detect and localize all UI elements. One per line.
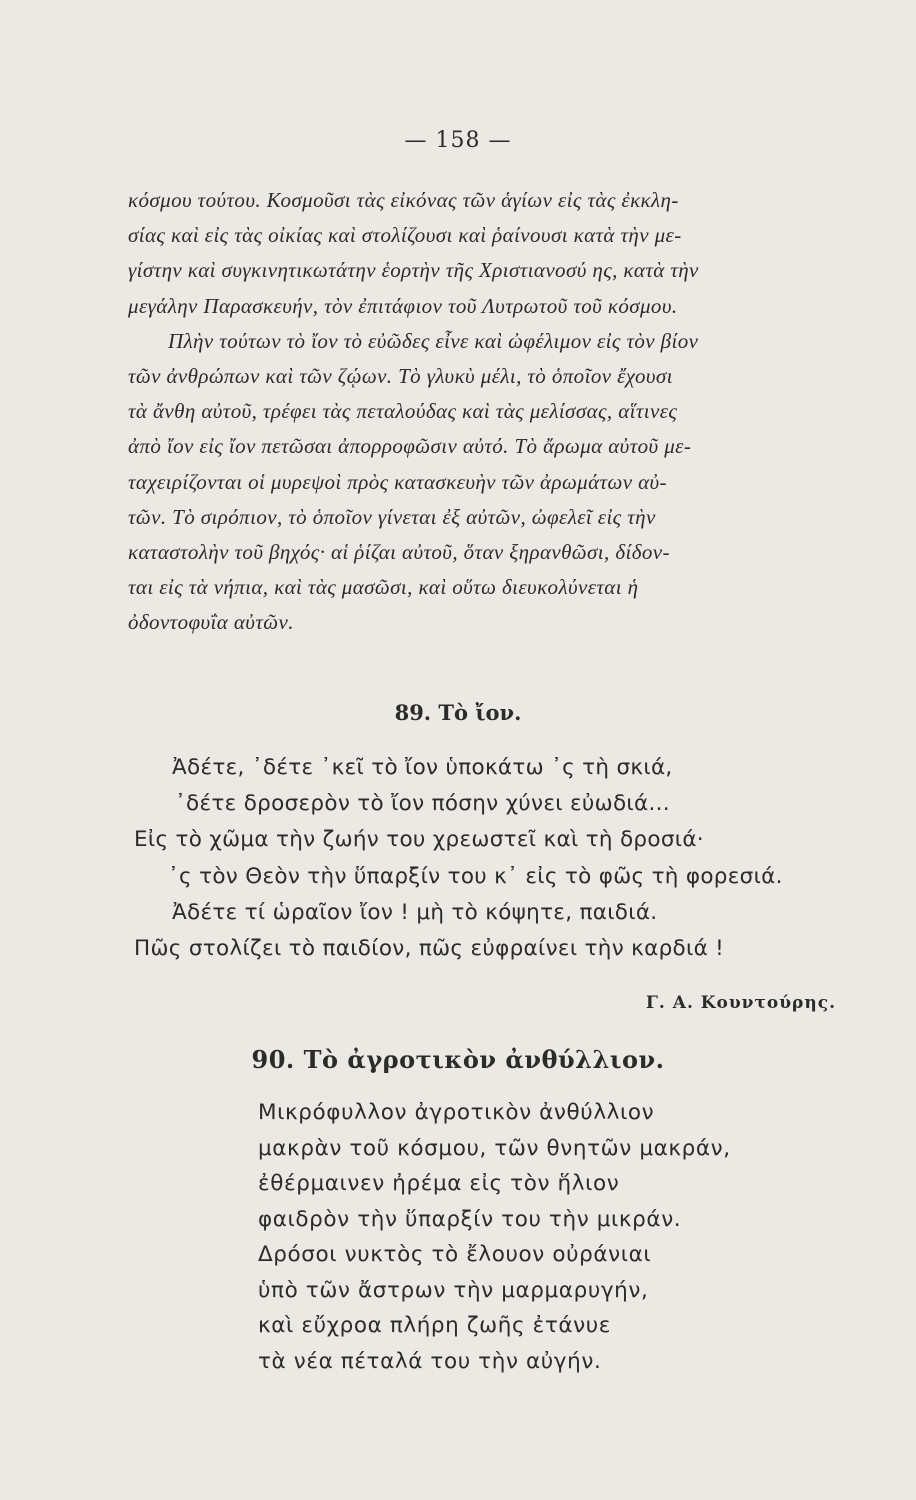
prose-line: τῶν. Τὸ σιρόπιον, τὸ ὁποῖον γίνεται ἐξ αὐτῶν, ὠφελεῖ εἰς τὴν <box>128 504 656 529</box>
prose-line: γίστην καὶ συγκινητικωτάτην ἑορτὴν τῆς Χριστιανοσύ ης, κατὰ τὴν <box>128 258 699 283</box>
poem-line: τὰ νέα πέταλά του τὴν αὐγήν. <box>258 1348 602 1374</box>
prose-line: τὰ ἄνθη αὐτοῦ, τρέφει τὰς πεταλούδας καὶ τὰς μελίσσας, αἵτινες <box>128 399 678 424</box>
poem-line: ὑπὸ τῶν ἄστρων τὴν μαρμαρυγήν, <box>258 1277 649 1303</box>
poem-line: Πῶς στολίζει τὸ παιδίον, πῶς εὐφραίνει τὴν καρδιά ! <box>134 936 725 961</box>
poem-line: ἐθέρμαινεν ἠρέμα εἰς τὸν ἥλιον <box>258 1171 620 1196</box>
poem-line: ᾽δέτε δροσερὸν τὸ ἴον πόσην χύνει εὐωδιά... <box>175 791 670 816</box>
poem-title: 89. Τὸ ἴον. <box>394 700 522 725</box>
poem-line: μακρὰν τοῦ κόσμου, τῶν θνητῶν μακράν, <box>258 1135 731 1161</box>
prose-paragraphs <box>128 183 906 640</box>
poem-line: καὶ εὔχροα πλήρη ζωῆς ἐτάνυε <box>258 1313 612 1338</box>
prose-line: σίας καὶ εἰς τὰς οἰκίας καὶ στολίζουσι καὶ ῥαίνουσι κατὰ τὴν με- <box>128 223 682 248</box>
prose-line: ὀδοντοφυΐα αὐτῶν. <box>128 610 294 635</box>
prose-line: ἀπὸ ἴον εἰς ἴον πετῶσαι ἀπορροφῶσιν αὐτό. Τὸ ἄρωμα αὐτοῦ με- <box>128 434 692 459</box>
poem-line: φαιδρὸν τὴν ὕπαρξίν του τὴν μικράν. <box>258 1206 682 1232</box>
poem-line: Δρόσοι νυκτὸς τὸ ἔλουον οὐράνιαι <box>258 1242 652 1267</box>
prose-line: ται εἰς τὰ νήπια, καὶ τὰς μασῶσι, καὶ οὕτω διευκολύνεται ἡ <box>128 575 639 600</box>
poem-90 <box>258 1095 908 1379</box>
prose-line: κόσμου τούτου. Κοσμοῦσι τὰς εἰκόνας τῶν ἁγίων εἰς τὰς ἐκκλη- <box>128 188 679 212</box>
poem-line: Ἀδέτε τί ὡραῖον ἴον ! μὴ τὸ κόψητε, παιδιά. <box>172 900 658 925</box>
poem-title: 90. Τὸ ἀγροτικὸν ἀνθύλλιον. <box>251 1045 665 1074</box>
prose-line: Πλὴν τούτων τὸ ἴον τὸ εὐῶδες εἶνε καὶ ὠφέλιμον εἰς τὸν βίον <box>168 328 699 353</box>
prose-line: τῶν ἀνθρώπων καὶ τῶν ζῴων. Τὸ γλυκὺ μέλι, τὸ ὁποῖον ἔχουσι <box>128 363 673 388</box>
prose-line: μεγάλην Παρασκευήν, τὸν ἐπιτάφιον τοῦ Λυτρωτοῦ τοῦ κόσμου. <box>128 293 678 318</box>
poem-author: Γ. Α. Κουντούρης. <box>645 993 836 1013</box>
prose-line: ταχειρίζονται οἱ μυρεψοὶ πρὸς κατασκευὴν τῶν ἀρωμάτων αὐ- <box>128 469 667 494</box>
poem-line: Ἀδέτε, ᾽δέτε ᾽κεῖ τὸ ἴον ὑποκάτω ᾽ς τὴ σκιά, <box>172 755 673 780</box>
poem-line: Μικρόφυλλον ἀγροτικὸν ἀνθύλλιον <box>258 1100 655 1125</box>
poem-line: Εἰς τὸ χῶμα τὴν ζωήν του χρεωστεῖ καὶ τὴ δροσιά· <box>134 827 704 852</box>
page-number: — 158 — <box>404 128 512 153</box>
prose-line: καταστολὴν τοῦ βηχός· αἱ ῥίζαι αὐτοῦ, ὅταν ξηρανθῶσι, δίδον- <box>128 539 670 564</box>
poem-line: ᾽ς τὸν Θεὸν τὴν ὕπαρξίν του κ᾽ εἰς τὸ φῶς τὴ φορεσιά. <box>168 864 783 889</box>
